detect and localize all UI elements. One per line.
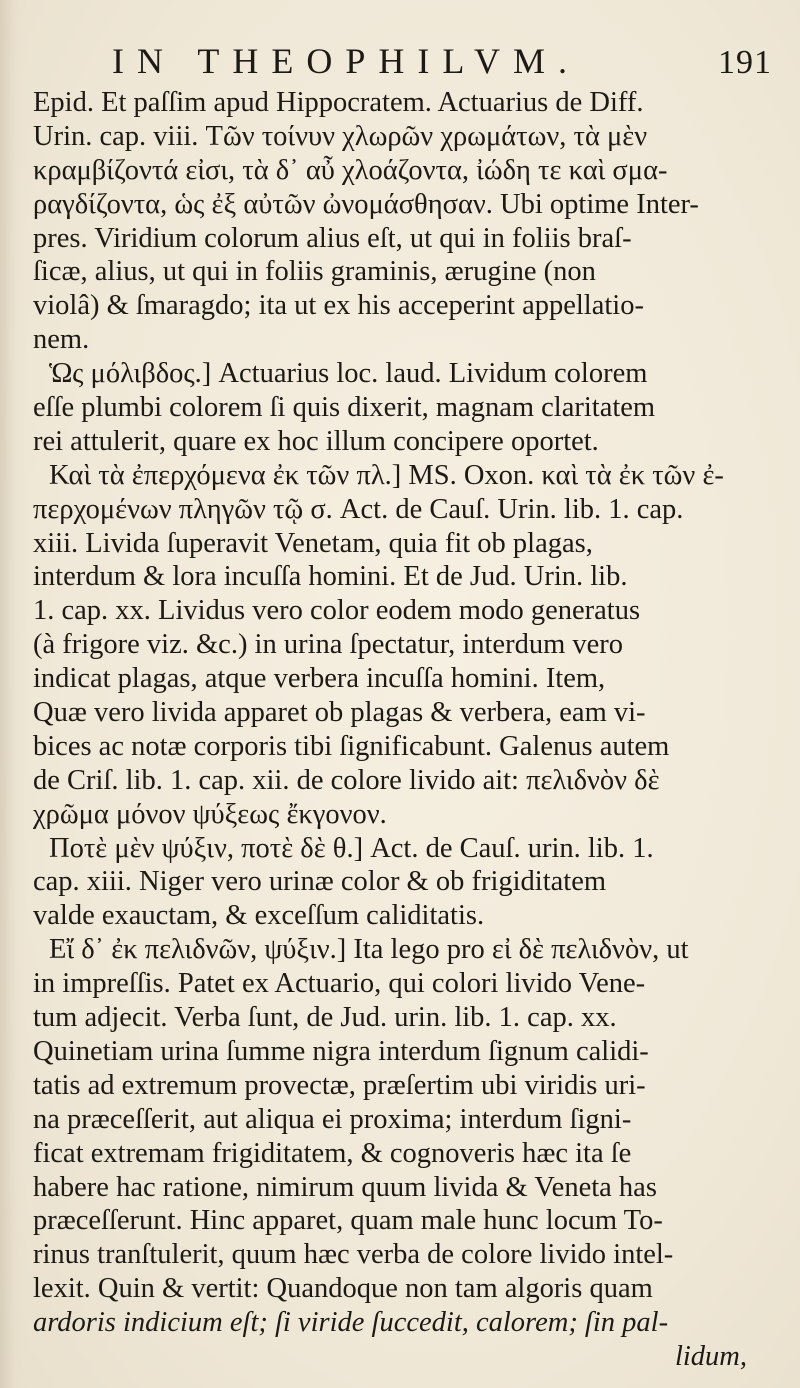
text-line: χρῶμα μόνον ψύξεως ἔκγονον. [33, 798, 387, 830]
text-line: interdum & lora incuſſa homini. Et de Jud. Urin. lib. [33, 561, 628, 593]
lemma-line: Ποτὲ μὲν ψύξιν, ποτὲ δὲ θ.] Act. de Cauſ. urin. lib. 1. [49, 832, 654, 864]
text-line: habere hac ratione, nimirum quum livida & Veneta has [33, 1171, 657, 1203]
text-line: indicat plagas, atque verbera incuſſa homini. Item, [33, 663, 606, 695]
text-line: (à frigore viz. &c.) in urina ſpectatur, interdum vero [33, 629, 623, 661]
text-line: lexit. Quin & vertit: Quandoque non tam algoris quam [33, 1273, 653, 1305]
gutter-shadow [0, 0, 26, 1388]
text-line: de Criſ. lib. 1. cap. xii. de colore livido ait: πελιδνὸν δὲ [33, 764, 660, 796]
text-line: Epid. Et paſſim apud Hippocratem. Actuarius de Diff. [33, 87, 644, 118]
text-line: ficat extremam frigiditatem, & cognoveris hæc ita ſe [33, 1137, 632, 1169]
text-line: eſſe plumbi colorem ſi quis dixerit, magnam claritatem [33, 392, 656, 424]
text-line: 1. cap. xx. Lividus vero color eodem modo generatus [33, 595, 641, 627]
text-line: Urin. cap. viii. Τῶν τοίνυν χλωρῶν χρωμάτων, τὰ μὲν [33, 120, 648, 152]
text-line: bices ac notæ corporis tibi ſignificabunt. Galenus autem [33, 730, 670, 762]
page-number: 191 [718, 44, 772, 81]
lemma-line: Καὶ τὰ ἐπερχόμενα ἐκ τῶν πλ.] MS. Oxon. καὶ τὰ ἐκ τῶν ἐ- [49, 459, 724, 491]
text-line: rei attulerit, quare ex hoc illum concipere oportet. [33, 425, 599, 457]
text-line: cap. xiii. Niger vero urinæ color & ob frigiditatem [33, 866, 607, 898]
running-head-title: IN THEOPHILVM. [112, 41, 581, 81]
text-line: pres. Viridium colorum alius eſt, ut qui in foliis braſ- [33, 222, 632, 254]
commentary-text [33, 86, 795, 1374]
text-line: rinus tranſtulerit, quum hæc verba de colore livido intel- [33, 1239, 674, 1271]
text-line: tum adjecit. Verba ſunt, de Jud. urin. lib. 1. cap. xx. [33, 1002, 617, 1034]
lemma-line: Ὡς μόλιβδος.] Actuarius loc. laud. Lividum colorem [49, 358, 648, 390]
text-line: præceſſerunt. Hinc apparet, quam male hunc locum To- [33, 1205, 663, 1237]
text-line: κραμβίζοντά εἰσι, τὰ δ᾽ αὖ χλοάζοντα, ἰώδη τε καὶ σμα- [33, 154, 668, 186]
italic-quotation-line: lidum, [674, 1340, 747, 1372]
text-line: xiii. Livida ſuperavit Venetam, quia fit ob plagas, [33, 527, 593, 559]
lemma-line: Εἴ δ᾽ ἐκ πελιδνῶν, ψύξιν.] Ita lego pro εἰ δὲ πελιδνὸν, ut [49, 934, 689, 966]
text-line: Quinetiam urina ſumme nigra interdum ſignum calidi- [33, 1035, 649, 1067]
text-line: Quæ vero livida apparet ob plagas & verbera, eam vi- [33, 697, 646, 729]
italic-quotation-line: ardoris indicium eſt; ſi viride ſuccedit, calorem; ſin pal- [33, 1307, 669, 1339]
text-line: ραγδίζοντα, ὡς ἐξ αὐτῶν ὠνομάσθησαν. Ubi optime Inter- [33, 188, 699, 220]
text-line: violâ) & ſmaragdo; ita ut ex his acceperint appellatio- [33, 290, 644, 322]
text-line: na præceſſerit, aut aliqua ei proxima; interdum ſigni- [33, 1103, 632, 1135]
text-line: ſicæ, alius, ut qui in foliis graminis, ærugine (non [33, 256, 596, 288]
text-line: valde exauctam, & exceſſum caliditatis. [33, 900, 485, 932]
text-line: nem. [33, 324, 90, 356]
text-line: in impreſſis. Patet ex Actuario, qui colori livido Vene- [33, 968, 646, 1000]
text-line: περχομένων πληγῶν τῷ σ. Act. de Cauſ. Urin. lib. 1. cap. [33, 493, 684, 525]
running-head [112, 40, 772, 86]
text-line: tatis ad extremum provectæ, præſertim ubi viridis uri- [33, 1069, 646, 1101]
